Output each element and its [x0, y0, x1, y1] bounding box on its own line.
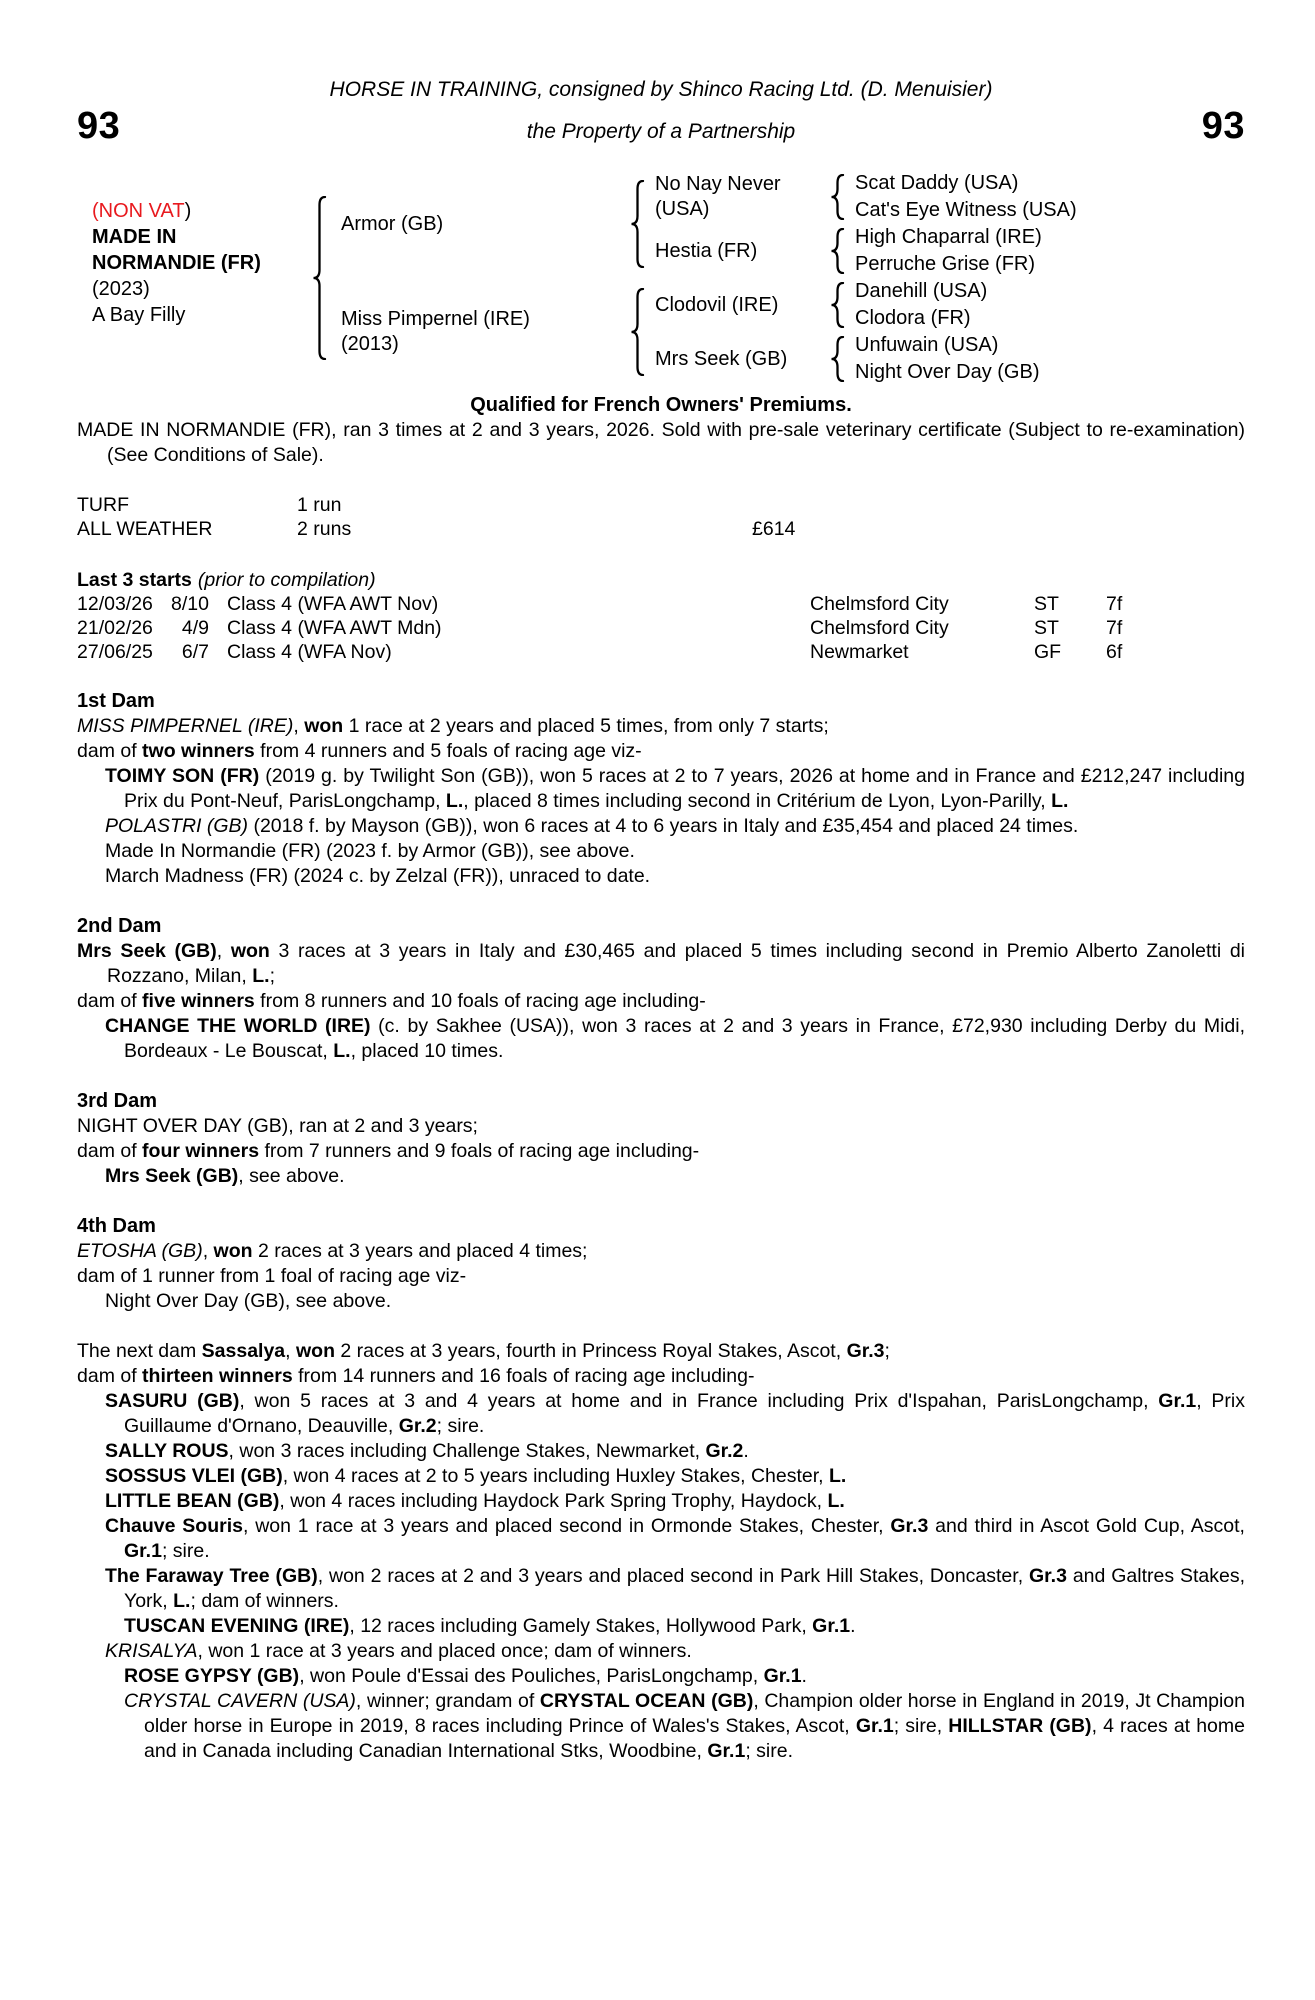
ancestor-name: Night Over Day (GB) — [855, 361, 1040, 383]
property-line: the Property of a Partnership — [526, 120, 796, 143]
start-going: ST — [1034, 593, 1059, 615]
sire-dam-parents — [847, 224, 1042, 278]
last-starts-title — [77, 568, 1245, 592]
text-run: HILLSTAR (GB) — [948, 1715, 1092, 1737]
text-run: , won 4 races at 2 to 5 years including Huxley Stakes, Chester, — [282, 1465, 829, 1487]
text-run: SASURU (GB) — [105, 1390, 240, 1412]
text-run: from 7 runners and 9 foals of racing age including- — [259, 1140, 700, 1162]
stats-row — [77, 493, 1245, 517]
start-course: Chelmsford City — [810, 617, 949, 639]
catalogue-paragraph — [77, 989, 1245, 1014]
text-run: , won 5 races at 3 and 4 years at home and in France including Prix d'Ispahan, ParisLongchamp, — [239, 1390, 1159, 1412]
text-run: Gr.1 — [124, 1540, 162, 1562]
catalogue-paragraph — [77, 1289, 1245, 1314]
text-run: ; sire, — [893, 1715, 949, 1737]
text-run: , won 2 races at 2 and 3 years and placed second in Park Hill Stakes, Doncaster, — [317, 1565, 1029, 1587]
start-race: Class 4 (WFA AWT Mdn) — [227, 617, 442, 639]
start-distance: 7f — [1106, 617, 1123, 639]
text-run: (2018 f. by Mayson (GB)), won 6 races at 4 to 6 years in Italy and £35,454 and placed 24 times. — [248, 815, 1079, 837]
text-run: , 4 races at home and in Canada including Canadian International Stks, Woodbine, — [144, 1715, 1245, 1762]
text-run: ; sire. — [161, 1540, 210, 1562]
text-run: Night Over Day (GB), see above. — [105, 1290, 392, 1312]
text-run: five winners — [142, 990, 255, 1012]
pedigree-brace — [829, 336, 847, 382]
catalogue-paragraph — [77, 739, 1245, 764]
text-run: , Prix Guillaume d'Ornano, Deauville, — [124, 1390, 1246, 1437]
sire-sire-parents — [847, 170, 1077, 224]
text-run: dam of — [77, 990, 143, 1012]
text-run: Made In Normandie (FR) (2023 f. by Armor (GB)), see above. — [105, 840, 635, 862]
text-run: , see above. — [238, 1165, 345, 1187]
start-course: Chelmsford City — [810, 593, 949, 615]
text-run: (2019 g. by Twilight Son (GB)), won 5 races at 2 to 7 years, 2026 at home and in France and £212,247 including Prix du Pont-Neuf, ParisLongchamp, — [124, 765, 1245, 812]
text-run: L. — [827, 1490, 845, 1512]
catalogue-paragraph — [77, 1364, 1245, 1389]
text-run: (c. by Sakhee (USA)), won 3 races at 2 and 3 years in France, £72,930 including Derby du Midi, Bordeaux - Le Bouscat, — [124, 1015, 1245, 1062]
start-race: Class 4 (WFA AWT Nov) — [227, 593, 439, 615]
catalogue-paragraph — [77, 1339, 1245, 1364]
text-run: SOSSUS VLEI (GB) — [105, 1465, 283, 1487]
sire-cell — [329, 212, 629, 237]
text-run: Gr.2 — [398, 1415, 437, 1437]
text-run: TOIMY SON (FR) — [105, 765, 260, 787]
stats-runs: 1 run — [297, 494, 342, 516]
text-run: four winners — [142, 1140, 260, 1162]
text-run: and third in Ascot Gold Cup, Ascot, — [928, 1515, 1245, 1537]
text-run: CHANGE THE WORLD (IRE) — [105, 1015, 371, 1037]
text-run: CRYSTAL CAVERN (USA) — [124, 1690, 356, 1712]
ancestor-name: Cat's Eye Witness (USA) — [855, 199, 1077, 221]
dam-sire-parents — [847, 278, 987, 332]
text-run: from 4 runners and 5 foals of racing age viz- — [254, 740, 642, 762]
pedigree-table — [77, 170, 1245, 386]
stats-row — [77, 517, 1245, 541]
pedigree-generations — [329, 170, 1245, 386]
dam-year: (2013) — [341, 333, 399, 355]
stats-runs: 2 runs — [297, 518, 352, 540]
catalogue-paragraph — [77, 1489, 1245, 1514]
text-run: won — [230, 940, 270, 962]
start-course: Newmarket — [810, 641, 909, 663]
text-run: March Madness (FR) (2024 c. by Zelzal (FR)), unraced to date. — [105, 865, 651, 887]
horse-description: A Bay Filly — [92, 304, 186, 326]
start-date: 27/06/25 — [77, 641, 153, 663]
text-run: ; dam of winners. — [190, 1590, 339, 1612]
start-race: Class 4 (WFA Nov) — [227, 641, 392, 663]
text-run: , — [216, 940, 231, 962]
pedigree-brace — [629, 288, 647, 376]
sire-name: Armor (GB) — [341, 212, 444, 235]
text-run: POLASTRI (GB) — [105, 815, 249, 837]
text-run: dam of — [77, 1365, 143, 1387]
start-distance: 7f — [1106, 593, 1123, 615]
text-run: L. — [173, 1590, 191, 1612]
text-run: Gr.1 — [1158, 1390, 1197, 1412]
text-run: TUSCAN EVENING (IRE) — [124, 1615, 350, 1637]
text-run: ; — [269, 965, 275, 987]
catalogue-paragraph — [77, 1389, 1245, 1439]
race-record-stats — [77, 493, 1245, 541]
text-run: . — [743, 1440, 749, 1462]
text-run: , won 1 race at 3 years and placed second in Ormonde Stakes, Chester, — [242, 1515, 891, 1537]
dam-sire-name: Clodovil (IRE) — [655, 293, 779, 316]
dam-dam-name: Mrs Seek (GB) — [655, 347, 788, 370]
text-run: Gr.3 — [1029, 1565, 1067, 1587]
catalogue-paragraph — [77, 1689, 1245, 1764]
text-run: ETOSHA (GB) — [77, 1240, 203, 1262]
text-run: dam of — [77, 740, 143, 762]
text-run: from 8 runners and 10 foals of racing age including- — [254, 990, 706, 1012]
dam-section — [77, 1214, 1245, 1314]
ancestor-name: Scat Daddy (USA) — [855, 172, 1019, 194]
horse-name-block — [77, 170, 311, 386]
last-starts-subtitle: (prior to compilation) — [197, 569, 376, 591]
start-distance: 6f — [1106, 641, 1123, 663]
text-run: ; sire. — [745, 1740, 793, 1762]
catalogue-paragraph — [77, 764, 1245, 814]
qualified-line: Qualified for French Owners' Premiums. — [470, 394, 852, 416]
dam-sire-row — [647, 278, 1245, 332]
sire-sire-name: No Nay Never (USA) — [655, 173, 781, 220]
catalogue-paragraph — [77, 1564, 1245, 1614]
start-date: 21/02/26 — [77, 617, 153, 639]
text-run: L. — [252, 965, 270, 987]
text-run: won — [296, 1340, 335, 1362]
text-run: from 14 runners and 16 foals of racing age including- — [292, 1365, 755, 1387]
ancestor-name: Danehill (USA) — [855, 280, 988, 302]
text-run: 3 races at 3 years in Italy and £30,465 and placed 5 times including second in Premio Alberto Zanoletti di Rozzano, Milan, — [107, 940, 1246, 987]
text-run: ; — [884, 1340, 890, 1362]
text-run: Chauve Souris — [105, 1515, 243, 1537]
start-row — [77, 616, 1245, 640]
text-run: , Champion older horse in England in 2019, Jt Champion older horse in Europe in 2019, 8 races including Prince of Wales's Stakes, Ascot, — [144, 1690, 1245, 1737]
text-run: The Faraway Tree (GB) — [105, 1565, 318, 1587]
text-run: , won 4 races including Haydock Park Spring Trophy, Haydock, — [279, 1490, 828, 1512]
dam-section — [77, 1339, 1245, 1764]
text-run: , placed 10 times. — [350, 1040, 504, 1062]
pedigree-brace — [829, 228, 847, 274]
sire-dam-row — [647, 224, 1245, 278]
ancestor-name: High Chaparral (IRE) — [855, 226, 1042, 248]
section-heading: 4th Dam — [77, 1215, 156, 1237]
text-run: , winner; grandam of — [355, 1690, 540, 1712]
text-run: L. — [1051, 790, 1069, 812]
dam-section — [77, 1089, 1245, 1189]
catalogue-paragraph — [77, 1614, 1245, 1639]
catalogue-paragraph — [77, 1464, 1245, 1489]
text-run: KRISALYA — [105, 1640, 198, 1662]
text-run: . — [850, 1615, 856, 1637]
text-run: , won 3 races including Challenge Stakes, Newmarket, — [228, 1440, 706, 1462]
catalogue-paragraph — [77, 1139, 1245, 1164]
intro-paragraph: MADE IN NORMANDIE (FR), ran 3 times at 2 and 3 years, 2026. Sold with pre-sale veterinary certificate (Subject to re-examination) (See Conditions of Sale). — [77, 419, 1245, 466]
catalogue-paragraph — [77, 814, 1245, 839]
dam-section — [77, 689, 1245, 889]
text-run: thirteen winners — [142, 1365, 293, 1387]
last-starts-block — [77, 568, 1245, 664]
lot-number-right: 93 — [1201, 105, 1245, 147]
text-run: LITTLE BEAN (GB) — [105, 1490, 280, 1512]
text-run: L. — [828, 1465, 847, 1487]
start-row — [77, 592, 1245, 616]
section-heading: 3rd Dam — [77, 1090, 158, 1112]
dam-cell — [329, 307, 629, 357]
dam-section — [77, 914, 1245, 1064]
sire-sire-row — [647, 170, 1245, 224]
start-going: ST — [1034, 617, 1059, 639]
dam-dam-parents — [847, 332, 1039, 386]
stats-surface: TURF — [77, 494, 129, 516]
vat-note-red: (NON VAT — [92, 200, 185, 222]
text-run: , won Poule d'Essai des Pouliches, ParisLongchamp, — [299, 1665, 764, 1687]
pedigree-brace — [829, 174, 847, 220]
text-run: ; sire. — [436, 1415, 485, 1437]
horse-name: MADE IN NORMANDIE (FR) — [92, 226, 261, 274]
text-run: Gr.1 — [855, 1715, 894, 1737]
dam-sections — [77, 689, 1245, 1764]
text-run: , placed 8 times including second in Critérium de Lyon, Lyon-Parilly, — [463, 790, 1052, 812]
stats-earnings: £614 — [752, 518, 796, 540]
text-run: 1 race at 2 years and placed 5 times, from only 7 starts; — [343, 715, 829, 737]
catalogue-paragraph — [77, 1264, 1245, 1289]
lot-number-left: 93 — [77, 105, 121, 147]
ancestor-name: Unfuwain (USA) — [855, 334, 999, 356]
text-run: 2 races at 3 years and placed 4 times; — [252, 1240, 588, 1262]
text-run: Gr.3 — [890, 1515, 929, 1537]
stats-surface: ALL WEATHER — [77, 518, 213, 540]
text-run: SALLY ROUS — [105, 1440, 229, 1462]
pedigree-brace — [629, 180, 647, 268]
text-run: CRYSTAL OCEAN (GB) — [539, 1690, 754, 1712]
horse-year: (2023) — [92, 278, 150, 300]
text-run: won — [213, 1240, 253, 1262]
start-going: GF — [1034, 641, 1062, 663]
text-run: L. — [445, 790, 464, 812]
dam-dam-row — [647, 332, 1245, 386]
stats-earnings — [752, 493, 1245, 517]
catalogue-paragraph — [77, 1114, 1245, 1139]
text-run: two winners — [142, 740, 255, 762]
catalogue-paragraph — [77, 1239, 1245, 1264]
vat-note — [92, 198, 311, 224]
pedigree-brace — [829, 282, 847, 328]
ancestor-name: Clodora (FR) — [855, 307, 971, 329]
text-run: won — [304, 715, 344, 737]
ancestor-name: Perruche Grise (FR) — [855, 253, 1036, 275]
catalogue-paragraph — [77, 1439, 1245, 1464]
text-run: Mrs Seek (GB) — [105, 1165, 239, 1187]
text-run: , — [285, 1340, 296, 1362]
catalogue-paragraph — [77, 1514, 1245, 1564]
catalogue-paragraph — [77, 714, 1245, 739]
sire-half — [329, 170, 1245, 278]
dam-half — [329, 278, 1245, 386]
text-run: NIGHT OVER DAY (GB), ran at 2 and 3 years; — [77, 1115, 478, 1137]
catalogue-paragraph — [77, 1664, 1245, 1689]
section-heading: 1st Dam — [77, 690, 155, 712]
text-run: , 12 races including Gamely Stakes, Hollywood Park, — [349, 1615, 813, 1637]
text-run: Gr.1 — [763, 1665, 802, 1687]
text-run: , — [202, 1240, 214, 1262]
text-run: ROSE GYPSY (GB) — [124, 1665, 300, 1687]
start-position: 4/9 — [181, 617, 209, 639]
text-run: dam of 1 runner from 1 foal of racing age viz- — [77, 1265, 467, 1287]
text-run: dam of — [77, 1140, 143, 1162]
last-starts-title-text: Last 3 starts — [77, 569, 192, 591]
pedigree-brace — [311, 196, 329, 360]
dam-name: Miss Pimpernel (IRE) — [341, 308, 530, 330]
text-run: Gr.1 — [812, 1615, 851, 1637]
start-row — [77, 640, 1245, 664]
lot-row — [77, 106, 1245, 146]
catalogue-paragraph — [77, 1164, 1245, 1189]
text-run: Gr.1 — [707, 1740, 746, 1762]
text-run: Gr.3 — [846, 1340, 885, 1362]
text-run: , — [293, 715, 305, 737]
start-date: 12/03/26 — [77, 593, 153, 615]
text-run: , won 1 race at 3 years and placed once; dam of winners. — [197, 1640, 692, 1662]
text-run: MISS PIMPERNEL (IRE) — [77, 715, 294, 737]
text-run: Gr.2 — [705, 1440, 744, 1462]
start-position: 6/7 — [181, 641, 209, 663]
catalogue-paragraph — [77, 864, 1245, 889]
text-run: L. — [333, 1040, 351, 1062]
text-run: . — [801, 1665, 807, 1687]
text-run: Sassalya — [201, 1340, 286, 1362]
vat-note-close: ) — [184, 200, 192, 222]
start-position: 8/10 — [171, 593, 209, 615]
sire-dam-name: Hestia (FR) — [655, 239, 758, 262]
consignor-line: HORSE IN TRAINING, consigned by Shinco Racing Ltd. (D. Menuisier) — [329, 78, 993, 101]
text-run: 2 races at 3 years, fourth in Princess Royal Stakes, Ascot, — [335, 1340, 847, 1362]
section-heading: 2nd Dam — [77, 915, 162, 937]
text-run: and Galtres Stakes, York, — [124, 1565, 1246, 1612]
catalogue-paragraph — [77, 1014, 1245, 1064]
text-run: Mrs Seek (GB) — [77, 940, 217, 962]
catalogue-paragraph — [77, 939, 1245, 989]
text-run: The next dam — [77, 1340, 202, 1362]
catalogue-paragraph — [77, 1639, 1245, 1664]
catalogue-paragraph — [77, 839, 1245, 864]
